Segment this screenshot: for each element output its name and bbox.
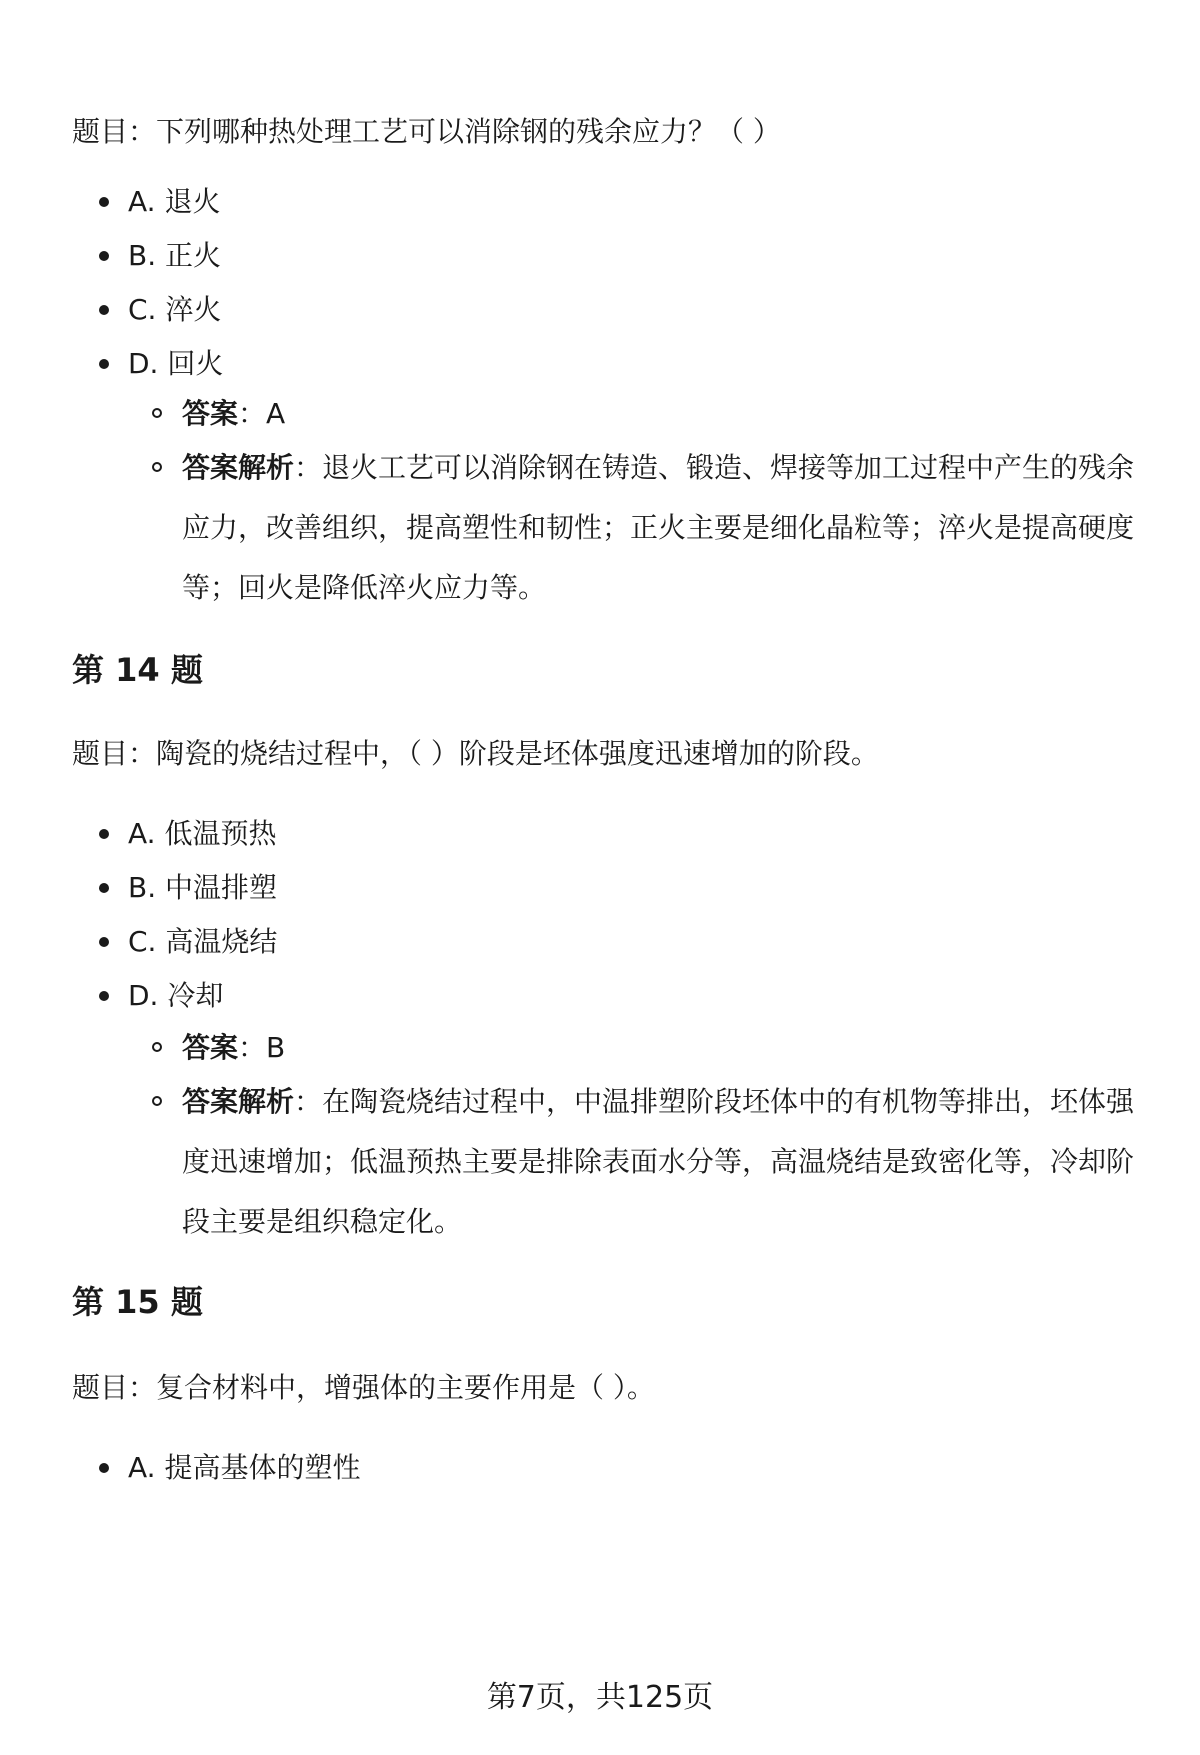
analysis-label: 答案解析: [182, 1085, 295, 1118]
answer-separator: ：: [238, 1031, 267, 1064]
analysis-text: 退火工艺可以消除钢在铸造、锻造、焊接等加工过程中产生的残余应力，改善组织，提高塑性和韧性；正火主要是细化晶粒等；淬火是提高硬度等；回火是降低淬火应力等。: [182, 451, 1135, 604]
analysis-text: 在陶瓷烧结过程中，中温排塑阶段坯体中的有机物等排出，坯体强度迅速增加；低温预热主要是排除表面水分等，高温烧结是致密化等，冷却阶段主要是组织稳定化。: [182, 1085, 1135, 1238]
answer-label: 答案: [182, 397, 239, 430]
analysis-item: [182, 438, 1142, 618]
option-item: A. 低温预热: [128, 814, 276, 854]
analysis-separator: ：: [294, 451, 323, 484]
option-item: A. 退火: [128, 182, 220, 222]
answer-value: B: [266, 1031, 286, 1064]
option-item: D. 冷却: [128, 976, 223, 1016]
question-heading: 第 14 题: [72, 651, 203, 689]
question-stem: 题目：复合材料中，增强体的主要作用是（ ）。: [72, 1371, 655, 1404]
option-item: B. 正火: [128, 236, 221, 276]
answer-item: [182, 1018, 1142, 1078]
analysis-item: [182, 1072, 1142, 1252]
question-heading: 第 15 题: [72, 1283, 203, 1321]
question-stem: 题目：下列哪种热处理工艺可以消除钢的残余应力？（ ）: [72, 115, 781, 148]
analysis-label: 答案解析: [182, 451, 295, 484]
question-stem: 题目：陶瓷的烧结过程中，（ ）阶段是坯体强度迅速增加的阶段。: [72, 737, 879, 770]
answer-separator: ：: [238, 397, 267, 430]
answer-item: [182, 384, 1142, 444]
option-item: C. 高温烧结: [128, 922, 277, 962]
option-item: B. 中温排塑: [128, 868, 277, 908]
option-item: D. 回火: [128, 344, 223, 384]
answer-label: 答案: [182, 1031, 239, 1064]
analysis-separator: ：: [294, 1085, 323, 1118]
answer-value: A: [266, 397, 286, 430]
option-item: A. 提高基体的塑性: [128, 1448, 360, 1488]
option-item: C. 淬火: [128, 290, 221, 330]
page-number: 第7页，共125页: [486, 1680, 714, 1715]
